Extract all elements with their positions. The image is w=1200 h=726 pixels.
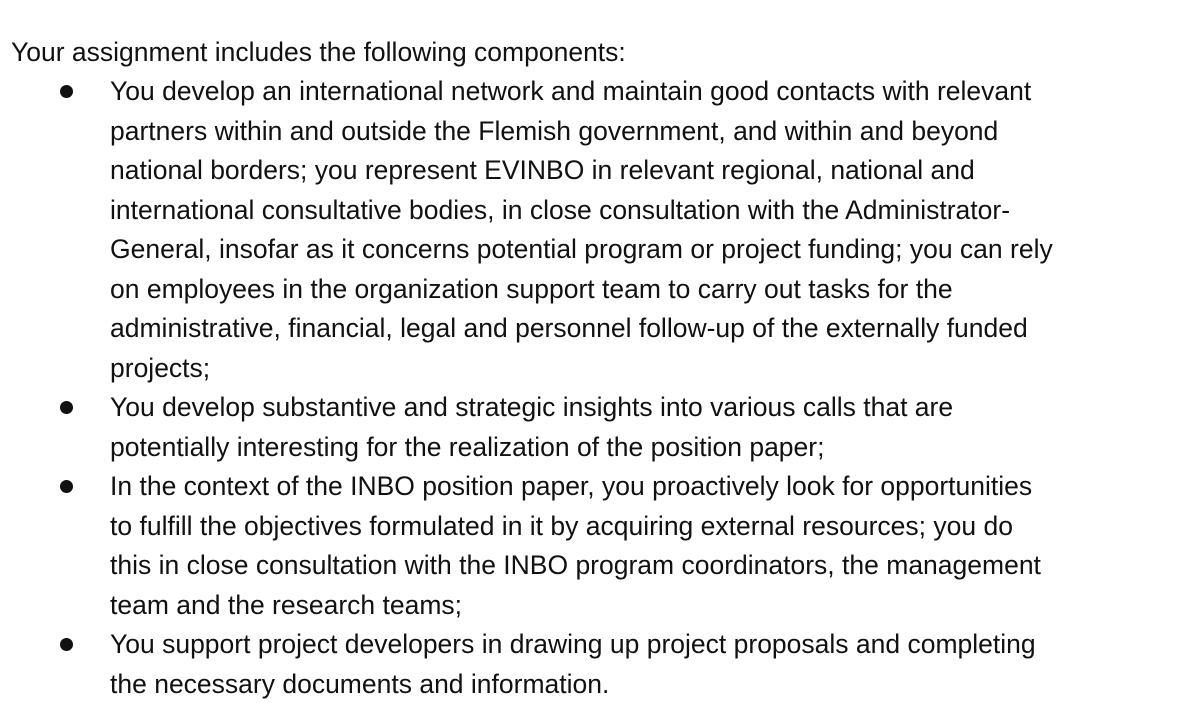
text-line: General, insofar as it concerns potential program or project funding; you can rely xyxy=(110,234,1053,264)
text-line: administrative, financial, legal and personnel follow-up of the externally funded xyxy=(110,313,1028,343)
text-line: international consultative bodies, in close consultation with the Administrator- xyxy=(110,194,1011,225)
text-line: to fulfill the objectives formulated in it by acquiring external resources; you do xyxy=(110,510,1013,541)
text-line: national borders; you represent EVINBO in relevant regional, national and xyxy=(110,155,975,185)
text-line: potentially interesting for the realization of the position paper; xyxy=(110,431,825,462)
text-line: team and the research teams; xyxy=(110,589,463,620)
intro-heading: Your assignment includes the following components: xyxy=(11,37,626,67)
text-line: You develop substantive and strategic insights into various calls that are xyxy=(110,392,954,422)
bullet-item-4 xyxy=(0,625,1190,704)
text-line: In the context of the INBO position paper, you proactively look for opportunities xyxy=(110,471,1033,501)
bullet-text xyxy=(110,72,1190,388)
bullet-list xyxy=(0,72,1200,704)
bullet-dot-icon xyxy=(60,480,73,493)
bullet-item-3 xyxy=(0,467,1190,625)
bullet-text xyxy=(110,388,1190,467)
text-line: You develop an international network and maintain good contacts with relevant xyxy=(110,76,1032,106)
bullet-text xyxy=(110,467,1190,625)
text-line: on employees in the organization support team to carry out tasks for the xyxy=(110,273,953,304)
text-line: partners within and outside the Flemish government, and within and beyond xyxy=(110,115,999,146)
bullet-dot-icon xyxy=(60,401,73,414)
bullet-dot-icon xyxy=(60,638,73,651)
text-line: You support project developers in drawing up project proposals and completing xyxy=(110,629,1036,659)
text-line: this in close consultation with the INBO program coordinators, the management xyxy=(110,550,1041,580)
text-line: projects; xyxy=(110,352,211,383)
text-line: the necessary documents and information. xyxy=(110,668,610,699)
bullet-dot-icon xyxy=(60,85,73,98)
bullet-text xyxy=(110,625,1190,704)
bullet-item-1 xyxy=(0,72,1190,388)
bullet-item-2 xyxy=(0,388,1190,467)
